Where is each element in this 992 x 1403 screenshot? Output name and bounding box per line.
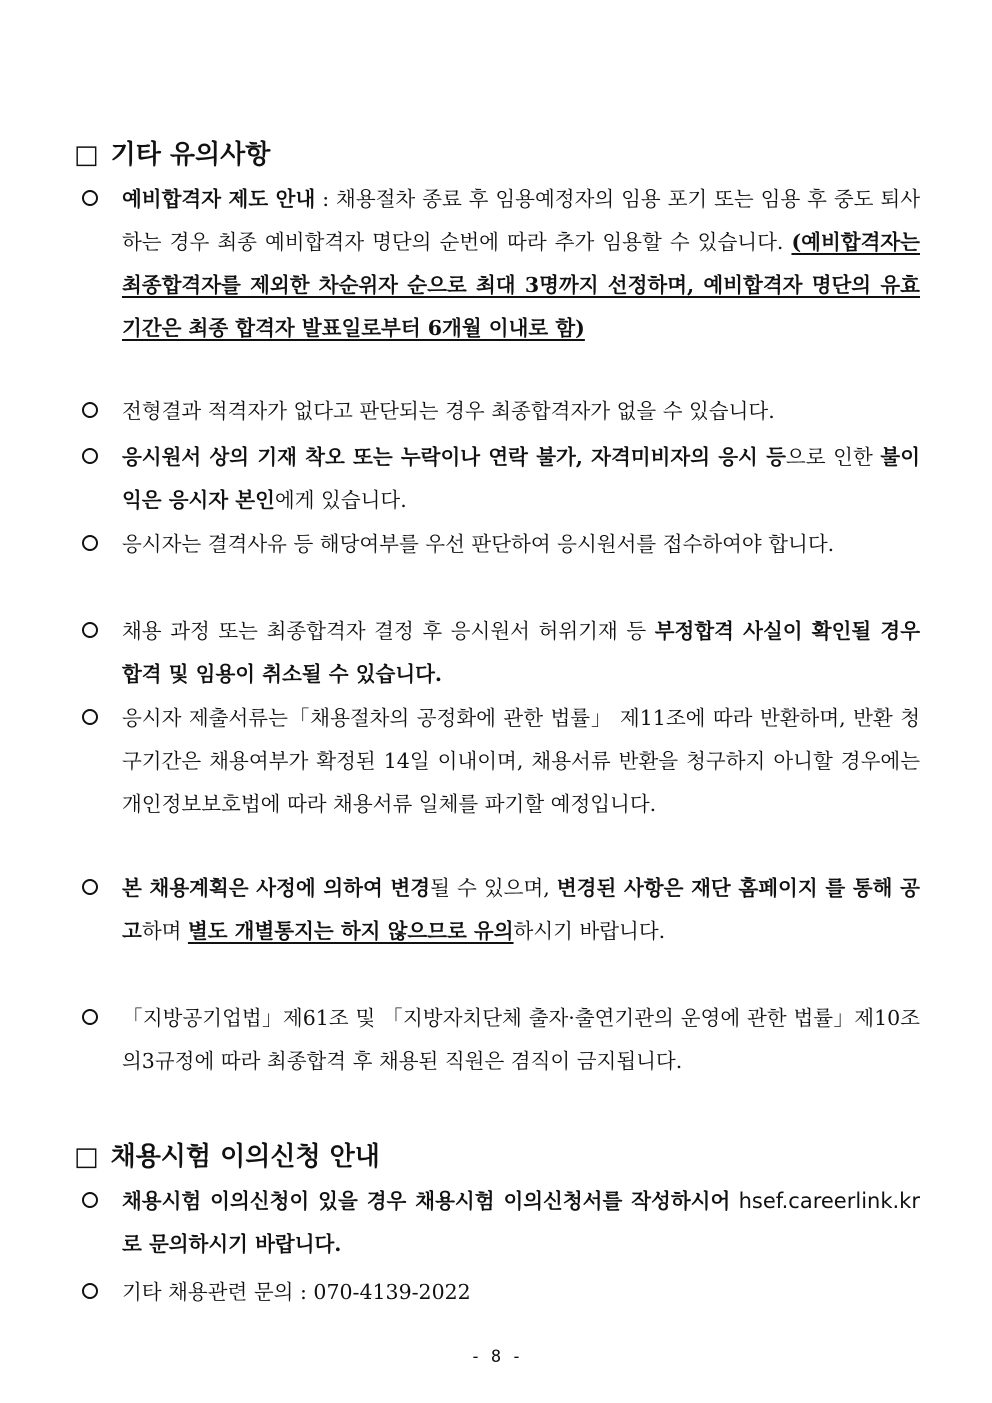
- change-bold1: 본 채용계획은 사정에 의하여 변경: [122, 876, 431, 900]
- list-item-change: [122, 867, 920, 953]
- dual-job-text: 「지방공기업법」제61조 및 「지방자치단체 출자·출연기관의 운영에 관한 법률」제10조의3규정에 따라 최종합격 후 채용된 직원은 겸직이 금지됩니다.: [122, 1006, 920, 1073]
- return-docs-text: 응시자 제출서류는「채용절차의 공정화에 관한 법률」 제11조에 따라 반환하며, 반환 청구기간은 채용여부가 확정된 14일 이내이며, 채용서류 반환을 청구하지 아니할 경우에는 개인정보보호법에 따라 채용서류 일체를 파기할 예정입니다.: [122, 706, 920, 816]
- change-notice-underlined: 별도 개별통지는 하지 않으므로 유의: [187, 919, 514, 943]
- list-item-objection: [122, 1180, 920, 1266]
- disadvantage-bold: 응시원서 상의 기재 착오 또는 누락이나 연락 불가, 자격미비자의 응시 등: [122, 445, 786, 469]
- change-bold2: 변경된 사항은 재단 홈페이지 를 통해 공고: [122, 876, 920, 943]
- list-item-no-pass: [122, 390, 920, 433]
- list-item-dual-job: [122, 997, 920, 1083]
- reserve-title: 예비합격자 제도 안내: [122, 187, 316, 211]
- contact-text: 기타 채용관련 문의 : 070-4139-2022: [122, 1280, 471, 1304]
- checkbox-square-icon: □: [74, 1142, 99, 1172]
- circle-bullet-icon: [82, 402, 98, 418]
- list-item-disadvantage: [122, 436, 920, 522]
- circle-bullet-icon: [82, 1009, 98, 1025]
- reserve-text: : 채용절차 종료 후 임용예정자의 임용 포기 또는 임용 후 중도 퇴사하는 경우 최종 예비합격자 명단의 순번에 따라 추가 임용할 수 있습니다.: [122, 187, 920, 254]
- disadvantage-text1: 으로 인한: [785, 445, 881, 469]
- circle-bullet-icon: [82, 190, 98, 206]
- objection-bold: 채용시험 이의신청이 있을 경우 채용시험 이의신청서를 작성하시어: [122, 1189, 731, 1213]
- circle-bullet-icon: [82, 1192, 98, 1208]
- circle-bullet-icon: [82, 535, 98, 551]
- objection-bold2: 로 문의하시기 바랍니다.: [122, 1232, 342, 1256]
- circle-bullet-icon: [82, 1283, 98, 1299]
- disadvantage-text2: 에게 있습니다.: [274, 488, 407, 512]
- reserve-note: (예비합격자는 최종합격자를 제외한 차순위자 순으로 최대 3명까지 선정하며, 예비합격자 명단의 유효기간은 최종 합격자 발표일로부터 6개월 이내로 함): [122, 230, 920, 340]
- objection-url-link[interactable]: hsef.careerlink.kr: [738, 1189, 920, 1213]
- disqualify-text: 응시자는 결격사유 등 해당여부를 우선 판단하여 응시원서를 접수하여야 합니다.: [122, 532, 835, 556]
- fraud-text: 채용 과정 또는 최종합격자 결정 후 응시원서 허위기재 등: [122, 619, 655, 643]
- circle-bullet-icon: [82, 879, 98, 895]
- circle-bullet-icon: [82, 709, 98, 725]
- fraud-bold: 부정합격 사실이 확인될 경우 합격 및 임용이 취소될 수 있습니다.: [122, 619, 921, 686]
- section-heading-objection: [74, 1140, 934, 1174]
- list-item-return-docs: [122, 697, 920, 826]
- no-pass-text: 전형결과 적격자가 없다고 판단되는 경우 최종합격자가 없을 수 있습니다.: [122, 399, 775, 423]
- circle-bullet-icon: [82, 448, 98, 464]
- list-item-fraud: [122, 610, 920, 696]
- section-title: 기타 유의사항: [110, 140, 271, 170]
- circle-bullet-icon: [82, 622, 98, 638]
- list-item-disqualify: [122, 523, 920, 566]
- change-text2: 하며: [141, 919, 188, 943]
- list-item-reserve: [122, 178, 920, 350]
- section-title: 채용시험 이의신청 안내: [110, 1142, 380, 1172]
- change-text1: 될 수 있으며,: [430, 876, 557, 900]
- checkbox-square-icon: □: [74, 140, 99, 170]
- disadvantage-bold2: 불이익은 응시자 본인: [122, 445, 920, 512]
- change-text3: 하시기 바랍니다.: [513, 919, 666, 943]
- page-number: - 8 -: [470, 1347, 522, 1367]
- list-item-contact: [122, 1271, 920, 1314]
- section-heading-notes: [74, 138, 934, 172]
